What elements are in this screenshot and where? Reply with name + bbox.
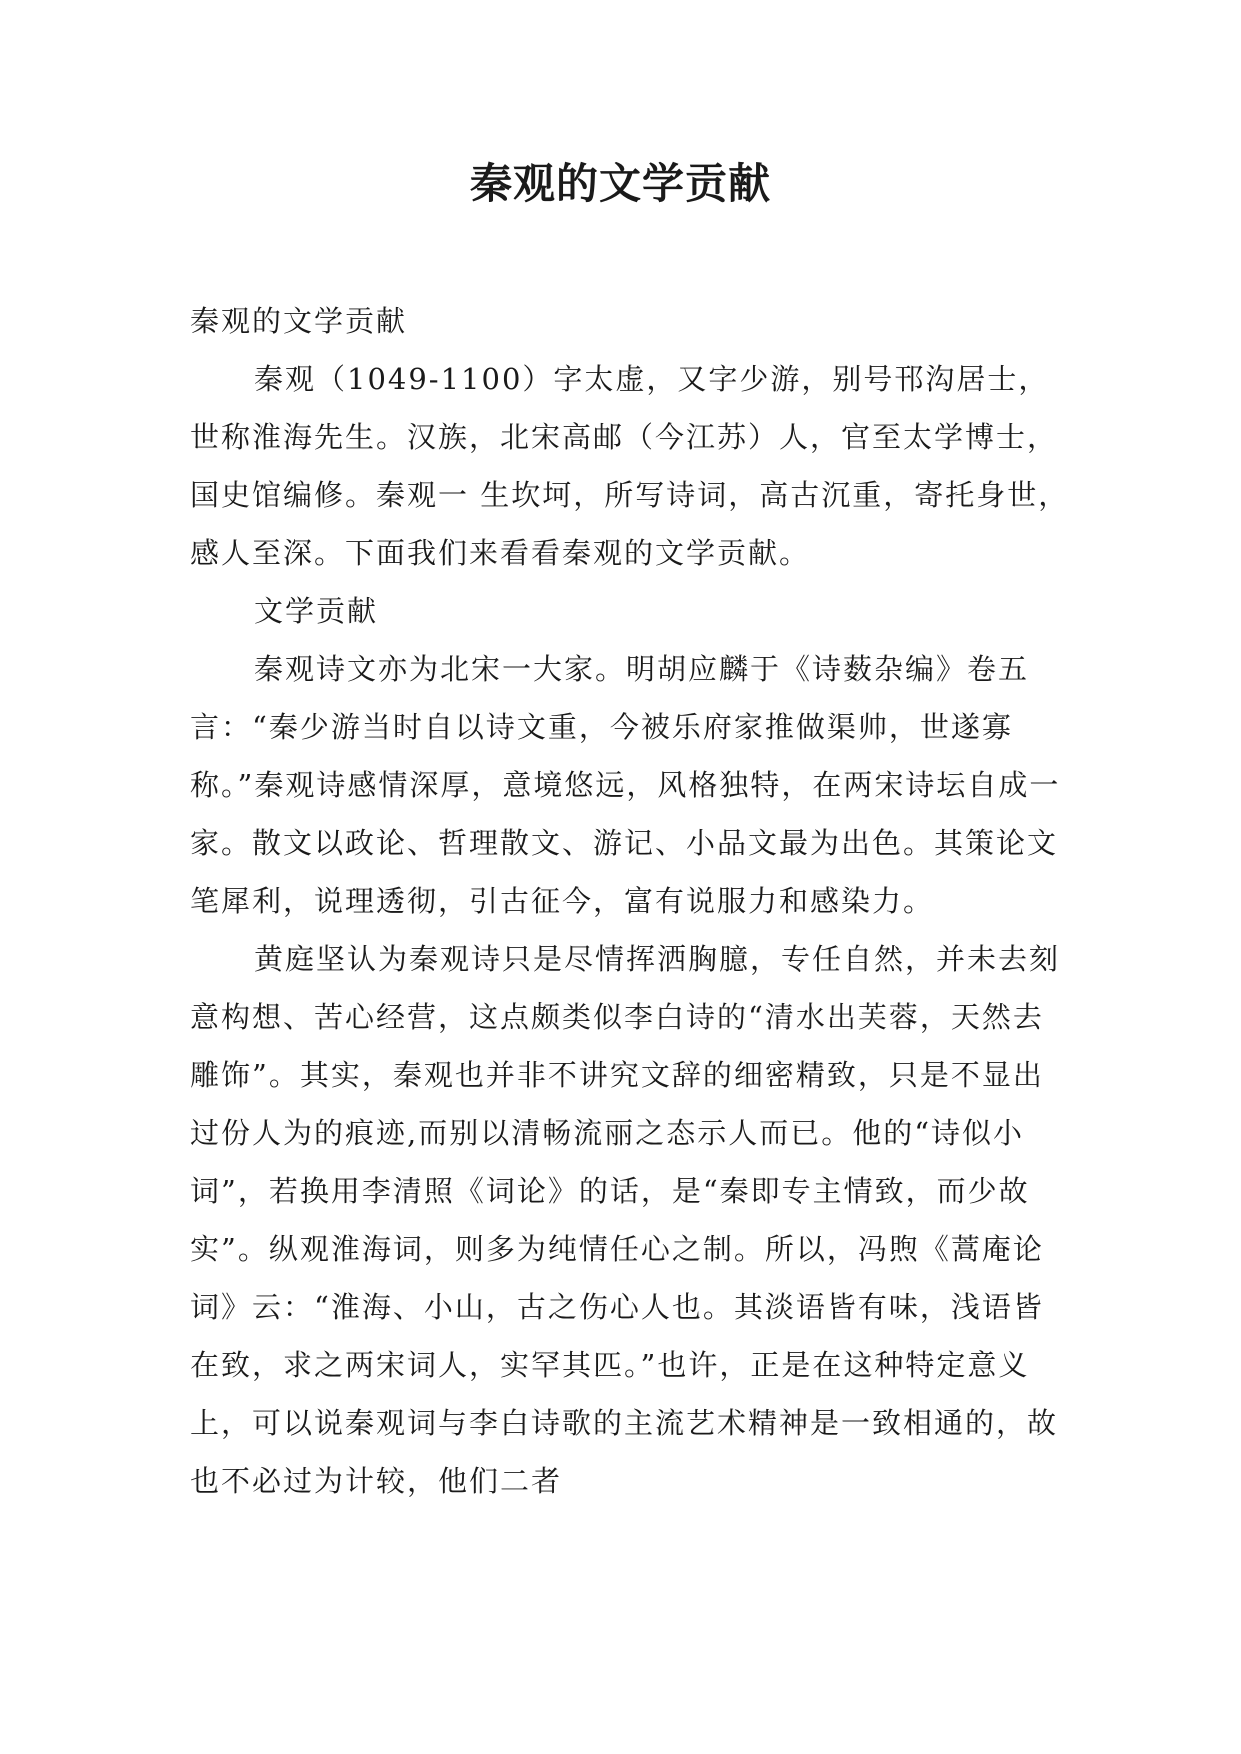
paragraph-huang-tingjian: 黄庭坚认为秦观诗只是尽情挥洒胸臆，专任自然，并未去刻意构想、苦心经营，这点颇类似李白诗的“清水出芙蓉，天然去雕饰”。其实，秦观也并非不讲究文辞的细密精致，只是不显出过份人为的痕迹,而别以清畅流丽之态示人而已。他的“诗似小词”，若换用李清照《词论》的话，是“秦即专主情致，而少故实”。纵观淮海词，则多为纯情任心之制。所以，冯煦《蒿庵论词》云：“淮海、小山，古之伤心人也。其淡语皆有味，浅语皆在致，求之两宋词人，实罕其匹。”也许，正是在这种特定意义上，可以说秦观词与李白诗歌的主流艺术精神是一致相通的，故也不必过为计较，他们二者 [190,942,1061,1498]
paragraph-poetry-prose: 秦观诗文亦为北宋一大家。明胡应麟于《诗薮杂编》卷五言：“秦少游当时自以诗文重，今被乐府家推做渠帅，世遂寡称。”秦观诗感情深厚，意境悠远，风格独特，在两宋诗坛自成一家。散文以政论、哲理散文、游记、小品文最为出色。其策论文笔犀利，说理透彻，引古征今，富有说服力和感染力。 [190,652,1061,918]
document-title: 秦观的文学贡献 [469,159,771,208]
document-body [190,292,1070,1510]
paragraph-subtitle: 秦观的文学贡献 [190,304,408,338]
section-heading: 文学贡献 [254,594,379,628]
paragraph-intro: 秦观（1049-1100）字太虚，又字少游，别号邗沟居士，世称淮海先生。汉族，北宋高邮（今江苏）人，官至太学博士，国史馆编修。秦观一 生坎坷，所写诗词，高古沉重，寄托身世，感人至深。下面我们来看看秦观的文学贡献。 [190,362,1070,570]
